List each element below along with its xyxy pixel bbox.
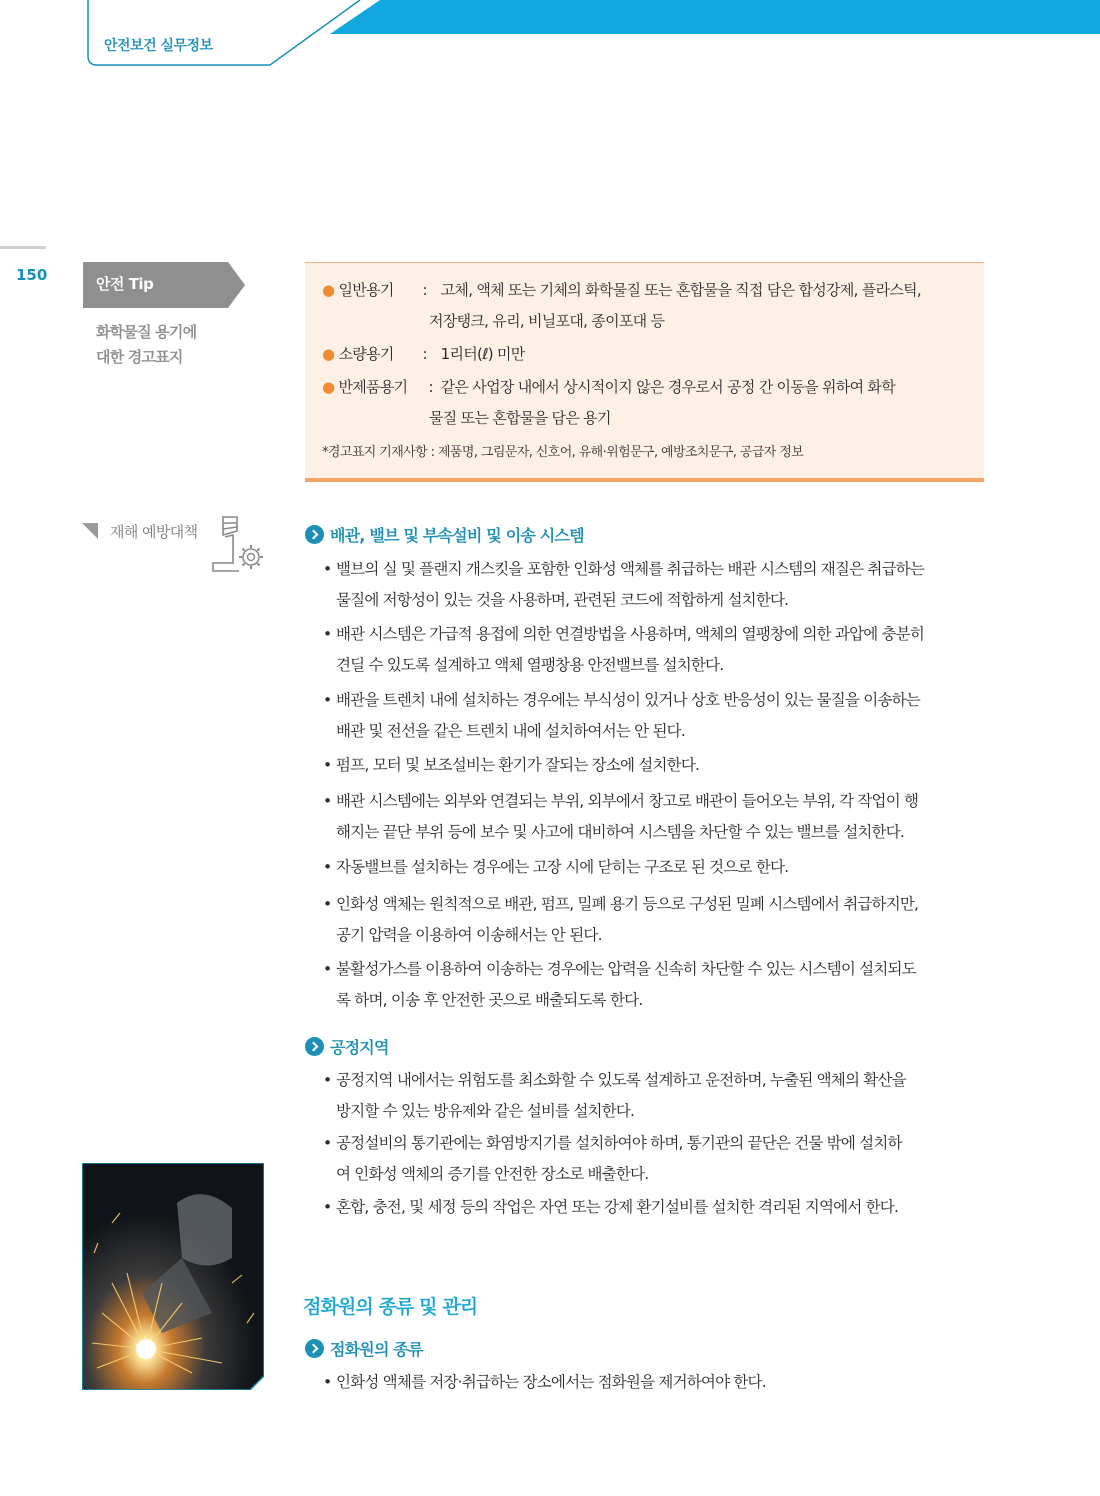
page-header — [0, 0, 1100, 70]
chevron-right-icon — [305, 525, 324, 544]
tip-subtitle — [96, 320, 266, 370]
welding-photo — [82, 1163, 264, 1390]
bullet-dot: • — [323, 895, 332, 913]
bullet-line: 배관 시스템은 가급적 용접에 의한 연결방법을 사용하며, 액체의 열팽창에 의한 과압에 충분히 — [336, 625, 925, 643]
bullet-line: 인화성 액체는 원칙적으로 배관, 펌프, 밀폐 용기 등으로 구성된 밀폐 시스템에서 취급하지만, — [336, 895, 919, 913]
section-title: 공정지역 — [330, 1038, 389, 1057]
tip-note: *경고표지 기재사항 : 제품명, 그림문자, 신호어, 유해·위험문구, 예방조치문구, 공급자 정보 — [322, 445, 804, 460]
tip-item — [322, 372, 895, 403]
bullet-line: 물질에 저항성이 있는 것을 사용하며, 관련된 코드에 적합하게 설치한다. — [336, 591, 789, 609]
bullet-line: 배관 및 전선을 같은 트렌치 내에 설치하여서는 안 된다. — [336, 722, 685, 740]
bullet-line: 밸브의 실 및 플랜지 개스킷을 포함한 인화성 액체를 취급하는 배관 시스템의 재질은 취급하는 — [336, 560, 925, 578]
tip-item — [322, 275, 921, 306]
chapter-heading: 점화원의 종류 및 관리 — [303, 1296, 478, 1318]
tip-bullet: ● — [322, 378, 335, 396]
tip-subtitle-line: 대한 경고표지 — [96, 348, 183, 366]
tip-term: 반제품용기 — [338, 378, 408, 396]
section-heading — [305, 1337, 423, 1360]
tip-separator: : — [428, 378, 433, 396]
tip-text: 같은 사업장 내에서 상시적이지 않은 경우로서 공정 간 이동을 위하여 화학 — [440, 378, 896, 396]
bullet-dot: • — [323, 756, 332, 774]
tip-separator: : — [422, 345, 427, 363]
tip-text: 1리터(ℓ) 미만 — [440, 345, 525, 363]
bullet-dot: • — [323, 625, 332, 643]
bullet-dot: • — [323, 1071, 332, 1089]
page-number: 150 — [16, 266, 48, 284]
list-item — [323, 750, 993, 781]
bullet-dot: • — [323, 1134, 332, 1152]
bullet-line: 견딜 수 있도록 설계하고 액체 열팽창용 안전밸브를 설치한다. — [336, 656, 724, 674]
bullet-dot: • — [323, 691, 332, 709]
bullet-line: 공정설비의 통기관에는 화염방지기를 설치하여야 하며, 통기관의 끝단은 건물 밖에 설치하 — [336, 1134, 902, 1152]
bullet-line: 록 하며, 이송 후 안전한 곳으로 배출되도록 한다. — [336, 991, 643, 1009]
section-title: 배관, 밸브 및 부속설비 및 이송 시스템 — [330, 526, 584, 545]
bullet-dot: • — [323, 1198, 332, 1216]
tip-term: 소량용기 — [338, 345, 394, 363]
bullet-line: 인화성 액체를 저장·취급하는 장소에서는 점화원을 제거하여야 한다. — [336, 1373, 766, 1391]
triangle-icon — [82, 523, 98, 539]
bullet-dot: • — [323, 1373, 332, 1391]
bullet-line: 공기 압력을 이용하여 이송해서는 안 된다. — [336, 926, 602, 944]
tip-text-continued: 물질 또는 혼합물을 담은 용기 — [429, 409, 611, 427]
tip-bullet: ● — [322, 345, 335, 363]
bullet-dot: • — [323, 960, 332, 978]
tip-label: 안전 Tip — [96, 275, 154, 293]
bullet-line: 공정지역 내에서는 위험도를 최소화할 수 있도록 설계하고 운전하며, 누출된 액체의 확산을 — [336, 1071, 906, 1089]
tip-subtitle-line: 화학물질 용기에 — [96, 323, 197, 341]
section-title: 점화원의 종류 — [330, 1340, 423, 1359]
list-item — [323, 554, 993, 616]
tip-term: 일반용기 — [338, 281, 394, 299]
chevron-right-icon — [305, 1037, 324, 1056]
bullet-line: 배관을 트렌치 내에 설치하는 경우에는 부식성이 있거나 상호 반응성이 있는 물질을 이송하는 — [336, 691, 920, 709]
tip-text: 고체, 액체 또는 기체의 화학물질 또는 혼합물을 직접 담은 합성강제, 플라스틱, — [440, 281, 922, 299]
tip-item — [322, 339, 525, 370]
chevron-right-icon — [305, 1339, 324, 1358]
bullet-line: 자동밸브를 설치하는 경우에는 고장 시에 닫히는 구조로 된 것으로 한다. — [336, 858, 789, 876]
list-item — [323, 619, 993, 681]
list-item — [323, 1192, 993, 1223]
section-heading — [305, 523, 584, 546]
bullet-line: 불활성가스를 이용하여 이송하는 경우에는 압력을 신속히 차단할 수 있는 시스템이 설치되도 — [336, 960, 916, 978]
bullet-line: 펌프, 모터 및 보조설비는 환기가 잘되는 장소에 설치한다. — [336, 756, 700, 774]
header-title: 안전보건 실무정보 — [104, 38, 213, 54]
list-item — [323, 852, 993, 883]
list-item — [323, 889, 993, 951]
tip-bullet: ● — [322, 281, 335, 299]
bullet-line: 해지는 끝단 부위 등에 보수 및 사고에 대비하여 시스템을 차단할 수 있는 밸브를 설치한다. — [336, 823, 905, 841]
list-item — [323, 786, 993, 848]
tip-text-continued: 저장탱크, 유리, 비닐포대, 종이포대 등 — [429, 312, 665, 330]
bullet-dot: • — [323, 792, 332, 810]
tip-box — [305, 262, 984, 482]
section-heading — [305, 1035, 389, 1058]
bullet-dot: • — [323, 858, 332, 876]
list-item — [323, 1367, 993, 1398]
gear-icon — [211, 513, 269, 577]
list-item — [323, 685, 993, 747]
list-item — [323, 1065, 993, 1127]
bullet-line: 방지할 수 있는 방유제와 같은 설비를 설치한다. — [336, 1102, 635, 1120]
bullet-line: 배관 시스템에는 외부와 연결되는 부위, 외부에서 창고로 배관이 들어오는 부위, 각 작업이 행 — [336, 792, 919, 810]
tip-separator: : — [422, 281, 427, 299]
bullet-line: 혼합, 충전, 및 세정 등의 작업은 자연 또는 강제 환기설비를 설치한 격리된 지역에서 한다. — [336, 1198, 899, 1216]
side-label: 재해 예방대책 — [110, 523, 198, 541]
list-item — [323, 954, 993, 1016]
bullet-line: 여 인화성 액체의 증기를 안전한 장소로 배출한다. — [336, 1165, 649, 1183]
bullet-dot: • — [323, 560, 332, 578]
page-marker — [0, 246, 46, 249]
list-item — [323, 1128, 993, 1190]
